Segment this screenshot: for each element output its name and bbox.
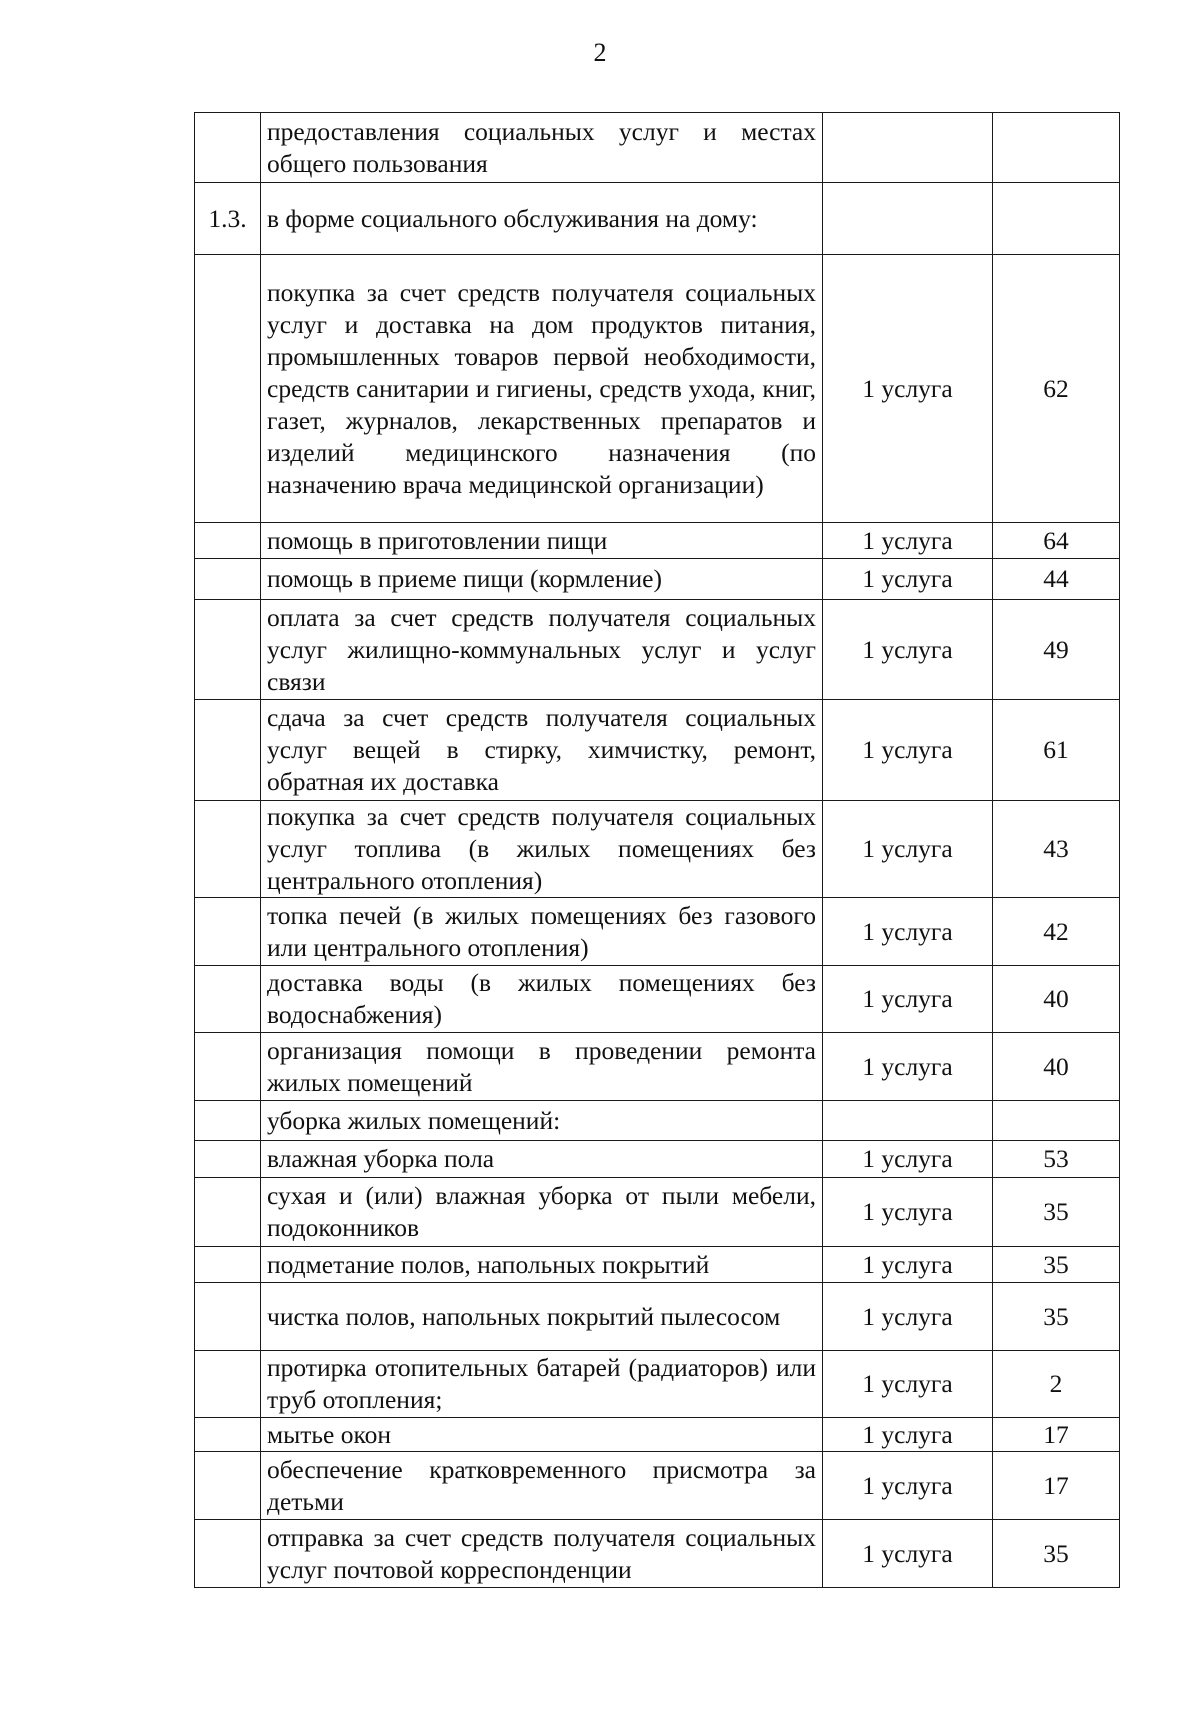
- service-unit: 1 услуга: [823, 1418, 993, 1452]
- service-unit: 1 услуга: [823, 898, 993, 966]
- row-number: [195, 1283, 261, 1351]
- service-value: 44: [993, 559, 1120, 600]
- service-description: уборка жилых помещений:: [261, 1101, 823, 1141]
- service-description: покупка за счет средств получателя социальных услуг топлива (в жилых помещениях без центрального отопления): [261, 801, 823, 898]
- table-row: [195, 1178, 1120, 1247]
- service-description: обеспечение кратковременного присмотра за детьми: [261, 1452, 823, 1520]
- service-description: организация помощи в проведении ремонта жилых помещений: [261, 1033, 823, 1101]
- service-value: 35: [993, 1283, 1120, 1351]
- service-value: 62: [993, 255, 1120, 523]
- table-row: [195, 966, 1120, 1033]
- table-row: [195, 1101, 1120, 1141]
- service-unit: 1 услуга: [823, 1141, 993, 1178]
- service-description: в форме социального обслуживания на дому:: [261, 183, 823, 255]
- service-description: покупка за счет средств получателя социальных услуг и доставка на дом продуктов питания, промышленных товаров первой необходимости, средств санитарии и гигиены, средств ухода, книг, газет, журналов, лекарственных препаратов и изделий медицинского назначения (по назначению врача медицинской организации): [261, 255, 823, 523]
- service-description: мытье окон: [261, 1418, 823, 1452]
- service-value: 35: [993, 1247, 1120, 1283]
- table-row: [195, 700, 1120, 801]
- row-number: [195, 1452, 261, 1520]
- service-value: [993, 113, 1120, 183]
- table-row: [195, 600, 1120, 700]
- row-number: [195, 1351, 261, 1418]
- service-unit: [823, 113, 993, 183]
- service-unit: 1 услуга: [823, 1520, 993, 1588]
- table-row: [195, 183, 1120, 255]
- row-number: [195, 1418, 261, 1452]
- service-unit: 1 услуга: [823, 801, 993, 898]
- service-unit: 1 услуга: [823, 1283, 993, 1351]
- service-description: предоставления социальных услуг и местах общего пользования: [261, 113, 823, 183]
- service-value: 17: [993, 1452, 1120, 1520]
- row-number: [195, 1141, 261, 1178]
- service-value: 40: [993, 1033, 1120, 1101]
- service-description: топка печей (в жилых помещениях без газового или центрального отопления): [261, 898, 823, 966]
- table-row: [195, 801, 1120, 898]
- row-number: [195, 1247, 261, 1283]
- service-unit: 1 услуга: [823, 523, 993, 559]
- table-row: [195, 1520, 1120, 1588]
- service-unit: 1 услуга: [823, 1247, 993, 1283]
- service-unit: 1 услуга: [823, 1452, 993, 1520]
- service-unit: 1 услуга: [823, 966, 993, 1033]
- services-table: [194, 112, 1120, 1588]
- service-description: помощь в приеме пищи (кормление): [261, 559, 823, 600]
- service-value: 42: [993, 898, 1120, 966]
- row-number: [195, 1520, 261, 1588]
- service-description: сухая и (или) влажная уборка от пыли мебели, подоконников: [261, 1178, 823, 1247]
- row-number: [195, 559, 261, 600]
- row-number: [195, 966, 261, 1033]
- table-row: [195, 1351, 1120, 1418]
- service-value: 17: [993, 1418, 1120, 1452]
- service-unit: 1 услуга: [823, 1351, 993, 1418]
- service-unit: 1 услуга: [823, 600, 993, 700]
- service-description: отправка за счет средств получателя социальных услуг почтовой корреспонденции: [261, 1520, 823, 1588]
- service-unit: 1 услуга: [823, 1178, 993, 1247]
- service-unit: [823, 1101, 993, 1141]
- service-description: подметание полов, напольных покрытий: [261, 1247, 823, 1283]
- row-number: [195, 523, 261, 559]
- service-value: 35: [993, 1178, 1120, 1247]
- table-row: [195, 1141, 1120, 1178]
- table-row: [195, 1283, 1120, 1351]
- service-value: 40: [993, 966, 1120, 1033]
- row-number: [195, 113, 261, 183]
- service-value: 35: [993, 1520, 1120, 1588]
- service-description: доставка воды (в жилых помещениях без водоснабжения): [261, 966, 823, 1033]
- table-row: [195, 559, 1120, 600]
- service-description: протирка отопительных батарей (радиаторов) или труб отопления;: [261, 1351, 823, 1418]
- table-row: [195, 523, 1120, 559]
- row-number: [195, 1033, 261, 1101]
- service-value: 61: [993, 700, 1120, 801]
- table-row: [195, 1247, 1120, 1283]
- table-row: [195, 255, 1120, 523]
- row-number: 1.3.: [195, 183, 261, 255]
- service-description: чистка полов, напольных покрытий пылесосом: [261, 1283, 823, 1351]
- service-value: 53: [993, 1141, 1120, 1178]
- service-description: влажная уборка пола: [261, 1141, 823, 1178]
- service-unit: 1 услуга: [823, 1033, 993, 1101]
- service-value: [993, 183, 1120, 255]
- service-description: сдача за счет средств получателя социальных услуг вещей в стирку, химчистку, ремонт, обратная их доставка: [261, 700, 823, 801]
- row-number: [195, 1101, 261, 1141]
- service-value: [993, 1101, 1120, 1141]
- row-number: [195, 255, 261, 523]
- row-number: [195, 600, 261, 700]
- service-value: 49: [993, 600, 1120, 700]
- table-row: [195, 1033, 1120, 1101]
- table-row: [195, 113, 1120, 183]
- table-row: [195, 1452, 1120, 1520]
- row-number: [195, 1178, 261, 1247]
- service-description: оплата за счет средств получателя социальных услуг жилищно-коммунальных услуг и услуг связи: [261, 600, 823, 700]
- service-value: 64: [993, 523, 1120, 559]
- service-unit: 1 услуга: [823, 255, 993, 523]
- row-number: [195, 801, 261, 898]
- service-unit: [823, 183, 993, 255]
- service-value: 43: [993, 801, 1120, 898]
- page-number: 2: [593, 38, 607, 67]
- row-number: [195, 898, 261, 966]
- row-number: [195, 700, 261, 801]
- service-unit: 1 услуга: [823, 559, 993, 600]
- table-row: [195, 1418, 1120, 1452]
- service-description: помощь в приготовлении пищи: [261, 523, 823, 559]
- table-row: [195, 898, 1120, 966]
- service-value: 2: [993, 1351, 1120, 1418]
- service-unit: 1 услуга: [823, 700, 993, 801]
